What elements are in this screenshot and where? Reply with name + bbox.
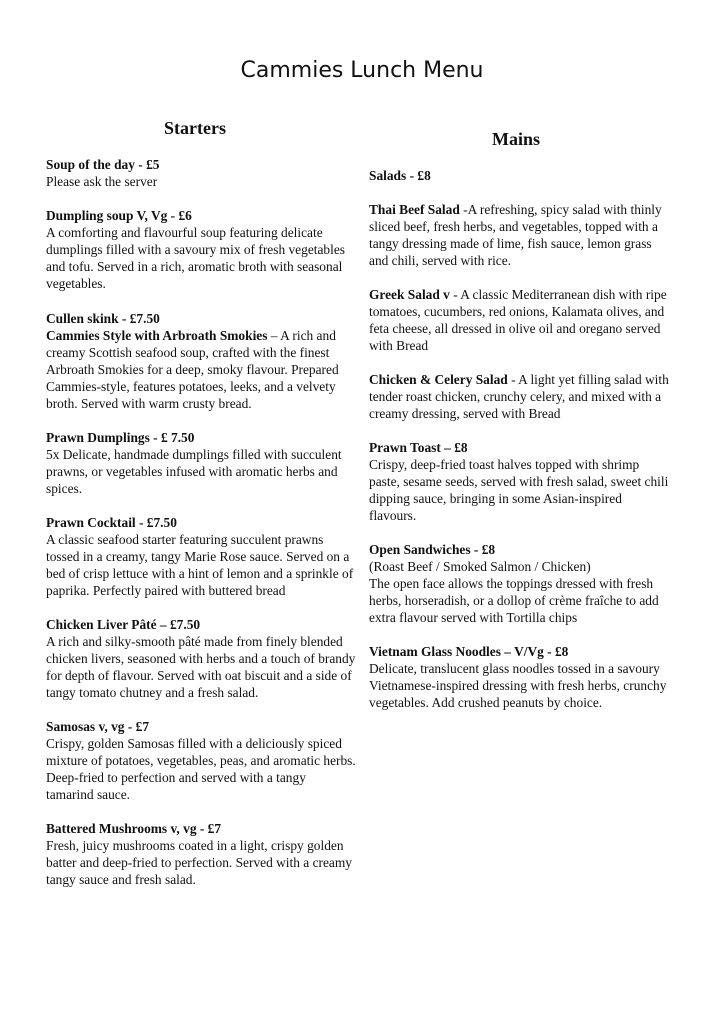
- item-subname: Cammies Style with Arbroath Smokies: [46, 328, 268, 343]
- item-options: (Roast Beef / Smoked Salmon / Chicken): [369, 559, 591, 574]
- item-description: Delicate, translucent glass noodles tossed in a savoury Vietnamese-inspired dressing with fresh herbs, crunchy vegetables. Add crushed peanuts by choice.: [369, 661, 667, 710]
- item-name: Chicken & Celery Salad: [369, 372, 508, 387]
- item-name: Prawn Toast – £8: [369, 440, 468, 455]
- menu-item: [46, 156, 356, 190]
- menu-item: [369, 167, 669, 184]
- item-name: Thai Beef Salad: [369, 202, 460, 217]
- item-description: A comforting and flavourful soup featuring delicate dumplings filled with a savoury mix of fresh vegetables and tofu. Served in a rich, aromatic broth with seasonal vegetables.: [46, 225, 345, 291]
- starters-heading: Starters: [164, 118, 226, 138]
- item-name: Soup of the day - £5: [46, 157, 160, 172]
- menu-item: [46, 207, 356, 292]
- item-description: - A light yet filling salad with tender roast chicken, crunchy celery, and mixed with a creamy dressing, served with Bread: [369, 372, 669, 421]
- item-name: Salads - £8: [369, 168, 431, 183]
- menu-item: [46, 429, 356, 497]
- menu-item: [46, 820, 356, 888]
- item-description: – A rich and creamy Scottish seafood soup, crafted with the finest Arbroath Smokies for a deep, smoky flavour. Prepared Cammies-style, features potatoes, leeks, and a velvety broth. Served with warm crusty bread.: [46, 328, 339, 411]
- starters-column: [46, 156, 356, 888]
- menu-title: Cammies Lunch Menu: [240, 58, 484, 83]
- item-description: Crispy, deep-fried toast halves topped with shrimp paste, sesame seeds, served with fresh salad, sweet chili dipping sauce, bringing in some Asian-inspired flavours.: [369, 457, 669, 523]
- item-description: 5x Delicate, handmade dumplings filled with succulent prawns, or vegetables infused with aromatic herbs and spices.: [46, 447, 342, 496]
- mains-heading: Mains: [492, 129, 541, 149]
- menu-item: [46, 514, 356, 599]
- menu-item: [46, 310, 356, 412]
- menu-item: [369, 541, 669, 626]
- mains-column: [369, 167, 669, 711]
- item-name: Chicken Liver Pâté – £7.50: [46, 617, 201, 632]
- item-name: Samosas v, vg - £7: [46, 719, 150, 734]
- menu-item: [369, 201, 669, 269]
- item-description: Crispy, golden Samosas filled with a deliciously spiced mixture of potatoes, vegetables, peas, and aromatic herbs. Deep-fried to perfection and served with a tangy tamarind sauce.: [46, 736, 356, 802]
- item-name: Greek Salad v: [369, 287, 450, 302]
- item-name: Cullen skink - £7.50: [46, 311, 160, 326]
- item-name: Battered Mushrooms v, vg - £7: [46, 821, 222, 836]
- menu-item: [369, 439, 669, 524]
- menu-item: [46, 718, 356, 803]
- item-description: A classic seafood starter featuring succulent prawns tossed in a creamy, tangy Marie Rose sauce. Served on a bed of crisp lettuce with a hint of lemon and a sprinkle of paprika. Perfectly paired with buttered bread: [46, 532, 354, 598]
- menu-item: [46, 616, 356, 701]
- item-name: Prawn Dumplings - £ 7.50: [46, 430, 195, 445]
- menu-item: [369, 643, 669, 711]
- item-description: A rich and silky-smooth pâté made from finely blended chicken livers, seasoned with herbs and a touch of brandy for depth of flavour. Served with oat biscuit and a side of tangy tomato chutney and a fresh salad.: [46, 634, 356, 700]
- item-name: Open Sandwiches - £8: [369, 542, 496, 557]
- item-name: Vietnam Glass Noodles – V/Vg - £8: [369, 644, 569, 659]
- item-description: Fresh, juicy mushrooms coated in a light, crispy golden batter and deep-fried to perfection. Served with a creamy tangy sauce and fresh salad.: [46, 838, 352, 887]
- item-description: - A classic Mediterranean dish with ripe tomatoes, cucumbers, red onions, Kalamata olives, and feta cheese, all dressed in olive oil and oregano served with Bread: [369, 287, 667, 353]
- menu-item: [369, 371, 669, 422]
- item-description: The open face allows the toppings dressed with fresh herbs, horseradish, or a dollop of crème fraîche to add extra flavour served with Tortilla chips: [369, 576, 659, 625]
- item-name: Dumpling soup V, Vg - £6: [46, 208, 192, 223]
- item-name: Prawn Cocktail - £7.50: [46, 515, 177, 530]
- menu-item: [369, 286, 669, 354]
- item-description: -A refreshing, spicy salad with thinly sliced beef, fresh herbs, and vegetables, topped with a tangy dressing made of lime, fish sauce, lemon grass and chili, served with rice.: [369, 202, 662, 268]
- item-description: Please ask the server: [46, 174, 158, 189]
